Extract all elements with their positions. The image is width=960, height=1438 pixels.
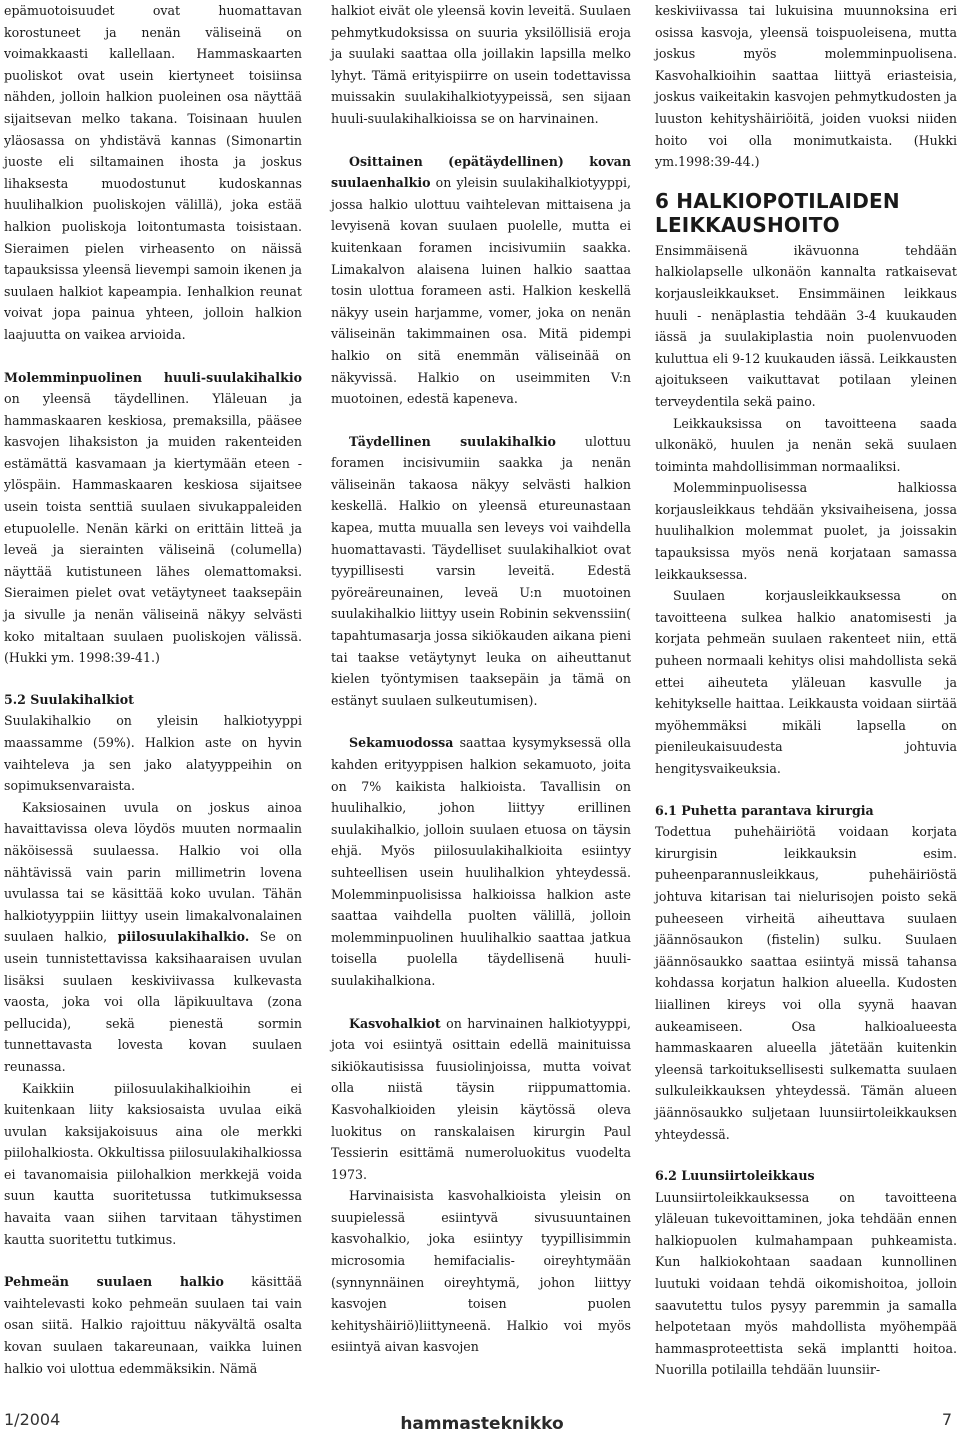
section-heading: 5.2 Suulakihalkiot <box>4 691 134 707</box>
paragraph: Suulakihalkio on yleisin halkiotyyppi maassamme (59%). Halkion aste on hyvin vaihteleva ja sen jako alatyyppeihin on sopimuksenvaraista. <box>4 713 302 794</box>
magazine-logo-text: hammasteknikko <box>400 1414 564 1434</box>
paragraph-text: on yleisin suulakihalkiotyyppi, jossa halkio ulottuu vaihtelevan mittaisena ja levyisenä kovan suulaen puolelle, mutta ei kuitenkaan foramen incisivumiin saakka. Limakalvon alaisena luinen halkio saattaa tosin ulottua forameen asti. Halkion keskellä näkyy usein harjamme, vomer, joka on nenän väliseinän takimmainen osa. Mitä pidempi halkio on sitä enemmän väliseinää on näkyvissä. Halkio on useimmiten V:n muotoinen, edestä kapeneva. <box>331 175 631 407</box>
run-in-heading: Kasvohalkiot <box>349 1015 441 1031</box>
chapter-heading-line-2: LEIKKAUSHOITO <box>655 212 840 237</box>
magazine-logo <box>398 1412 566 1434</box>
column-1 <box>4 0 302 1379</box>
section-heading: 6.1 Puhetta parantava kirurgia <box>655 802 874 818</box>
run-in-heading: Täydellinen suulakihalkio <box>349 433 556 449</box>
section-heading: 6.2 Luunsiirtoleikkaus <box>655 1168 815 1184</box>
paragraph: Harvinaisista kasvohalkioista yleisin on suupielessä esiintyvä sivusuuntainen kasvohalkio, joka esiintyy tyypillisimmin microsomia hemifacialis- oireyhtymään (synnynnäinen oireyhtymä, johon liittyy kasvojen toisen puolen kehityshäiriö)liittyneenä. Halkio voi myös esiintyä aivan kasvojen <box>331 1188 631 1355</box>
paragraph: Leikkauksissa on tavoitteena saada ulkonäkö, huulen ja nenän sekä suulaen toiminta mahdollisimman normaaliksi. <box>655 415 957 474</box>
paragraph <box>331 732 631 991</box>
paragraph-text: saattaa kysymyksessä olla kahden erityyppisen halkion sekamuoto, joita on 7% kaikista halkioista. Tavallisin on huulihalkio, johon liittyy erillinen suulakihalkio, jolloin suulaen etuosa on täysin ehjä. Myös piilosuulakihalkioita esiintyy suhteellisen usein huulihalkion yhteydessä. Molemminpuolisissa halkioissa halkion aste saattaa vaihdella puolten välillä, jolloin molemminpuolinen huulihalkio saattaa jatkua toisella puolella täydellisenä huuli-suulakihalkiona. <box>331 735 631 988</box>
paragraph-text: Kaksiosainen uvula on joskus ainoa havaittavissa oleva löydös muuten normaalin näköisessä suulaessa. Halkio voi olla nähtävissä vain parin millimetrin lovena uvulassa tai se käsittää koko uvulan. Tähän halkiotyyppiin liittyy usein limakalvonalainen suulaen halkio, <box>4 799 302 945</box>
run-in-heading: Sekamuodossa <box>349 735 454 751</box>
paragraph <box>4 797 302 1078</box>
run-in-heading: Pehmeän suulaen halkio <box>4 1274 224 1290</box>
column-2 <box>331 0 631 1358</box>
paragraph: keskiviivassa tai lukuisina muunnoksina eri osissa kasvoja, yleensä toispuoleisena, mutta joskus myös molemminpuolisena. Kasvohalkioihin saattaa liittyä eriasteisia, joskus vaikeitakin kasvojen pehmytkudosten ja luuston kehityshäiriöitä, joiden vuoksi niiden hoito voi olla monimutkaista. (Hukki ym.1998:39-44.) <box>655 3 957 170</box>
paragraph-text: on yleensä täydellinen. Yläleuan ja hammaskaaren keskiosa, premaksilla, pääsee kasvojen lihaksiston ja muiden rakenteiden estämättä kasvamaan ja kiertymään eteen - ylöspäin. Hammaskaaren keskiosa sijaitsee usein toista senttiä suulaen sivukappaleiden etupuolelle. Nenän kärki on erittäin litteä ja leveä ja sierainten väliseinä (columella) näyttää kutistuneen lähes olemattomaksi. Sieraimen pielet ovat vetäytyneet taaksepäin ja sivulle ja nenän väliseinä näkyy selvästi koko mitaltaan suulaen puoliskojen välissä. (Hukki ym. 1998:39-41.) <box>4 391 302 666</box>
chapter-heading-line-1: 6 HALKIOPOTILAIDEN <box>655 188 900 213</box>
chapter-heading <box>655 189 957 237</box>
paragraph: Ensimmäisenä ikävuonna tehdään halkiolapselle ulkonäön kannalta ratkaisevat korjausleikkaukset. Ensimmäinen leikkaus huuli - nenäplastia tehdään 3-4 kuukauden iässä ja suulakiplastia noin puolenvuoden kuluttua eli 9-12 kuukauden iässä. Leikkausten ajoitukseen vaikuttavat potilaan yleinen terveydentila sekä paino. <box>655 242 957 409</box>
paragraph: halkiot eivät ole yleensä kovin leveitä. Suulaen pehmytkudoksissa on suuria yksilöllisiä eroja ja suulaki saattaa olla joillakin lapsilla melko lyhyt. Tämä erityispiirre on usein todettavissa muissakin suulakihalkiotyypeissä, sen sijaan huuli-suulakihalkioissa se on harvinainen. <box>331 3 631 126</box>
paragraph-text: on harvinainen halkiotyyppi, jota voi esiintyä osittain edellä mainituissa sikiökautisissa fuusiolinjoissa, mutta voivat olla niistä täysin riippumattomia. Kasvohalkioiden yleisin käytössä oleva luokitus on ranskalaisen kirurgin Paul Tessierin esittämä numeroluokitus vuodelta 1973. <box>331 1015 631 1182</box>
bold-term: piilosuulakihalkio. <box>117 929 250 945</box>
paragraph: epämuotoisuudet ovat huomattavan korostuneet ja nenän väliseinä on voimakkaasti kallellaan. Hammaskaarten puoliskot ovat usein kiertyneet toisiinsa nähden, jolloin halkion puoleinen osa näyttää sijaitsevan melko takana. Toisinaan huulen yläosassa on yhdistävä kannas (Simonartin juoste eli siltamainen ihosta ja joskus lihaksesta muodostunut kudoskannas huulihalkion puoliskojen välillä), joka estää halkion puoliskoja loitontumasta toisistaan. Sieraimen pielen virheasento on näissä tapauksissa yleensä lievempi samoin ikenen ja suulaen halkiot kapeampia. Ienhalkion reunat voivat jopa painua yhteen, jolloin halkion laajuutta on vaikea arvioida. <box>4 3 302 342</box>
paragraph <box>331 151 631 410</box>
paragraph <box>331 431 631 712</box>
run-in-heading: Osittainen (epätäydellinen) kovan suulaenhalkio <box>331 153 631 191</box>
paragraph: Todettua puhehäiriötä voidaan korjata kirurgisin leikkauksin esim. puheenparannusleikkaus, puhehäiriöstä johtuva kitarisan tai nielurisojen poisto sekä puheeseen virheitä aiheuttava suulaen jäännösaukon (fistelin) sulku. Suulaen jäännösaukko saattaa esiintyä missä tahansa kohdassa korjatun halkion alueella. Kudosten liiallinen kireys voi olla syynä haavan aukeamiseen. Osa halkioalueesta hammaskaaren alueella jätetään kuitenkin yleensä tarkoituksellisesti sulkematta suulaen sulkuleikkauksen yhteydessä. Tämän alueen jäännösaukko suljetaan luunsiirtoleikkauksen yhteydessä. <box>655 824 957 1142</box>
run-in-heading: Molemminpuolinen huuli-suulakihalkio <box>4 369 302 385</box>
paragraph: Luunsiirtoleikkauksessa on tavoitteena yläleuan tukevoittaminen, joka tehdään ennen halkiopuolen kulmahampaan puhkeamista. Kun halkiokohtaan saadaan kunnollinen luutuki voidaan tehdä oikomishoitoa, jolloin saavutettu tulos pysyy paremmin ja samalla helpotetaan myös mahdollista myöhempää hammasproteettista sekä implantti hoitoa. Nuorilla potilailla tehdään luunsiir- <box>655 1189 957 1378</box>
paragraph-text: Se on usein tunnistettavissa kaksihaaraisen uvulan lisäksi suulaen keskiviivassa kulkevasta vaosta, joka voi olla läpikuultava (zona pellucida), sekä pienestä sormin tunnettavasta lovesta kovan suulaen reunassa. <box>4 929 302 1074</box>
paragraph <box>4 1271 302 1379</box>
paragraph: Molemminpuolisessa halkiossa korjausleikkaus tehdään yksivaiheisena, jossa huulihalkion molemmat puolet, ja joissakin tapauksissa myös nenä korjataan samassa leikkauksessa. <box>655 480 957 582</box>
paragraph <box>4 367 302 669</box>
paragraph-text: käsittää vaihtelevasti koko pehmeän suulaen tai vain osan siitä. Halkio rajoittuu näkyvältä osalta kovan suulaen takareunaan, vaikka luinen halkio voi ulottua edemmäksikin. Nämä <box>4 1274 303 1376</box>
paragraph: Suulaen korjausleikkauksessa on tavoitteena sulkea halkio anatomisesti ja korjata pehmeän suulaen rakenteet niin, että puheen normaali kehitys olisi mahdollista sekä ettei aiheuteta yläleuan kasvulle ja kehitykselle haittaa. Leikkausta voidaan siirtää myöhemmäksi mikäli lapsella on pienileukaisuudesta johtuvia hengitysvaikeuksia. <box>655 588 957 776</box>
paragraph: Kaikkiin piilosuulakihalkioihin ei kuitenkaan liity kaksiosaista uvulaa eikä uvulan kaksijakoisuus aina ole merkki piilohalkiosta. Okkultissa piilosuulakihalkiossa ei tavanomaisia piilohalkion merkkejä voida suun kautta suoritetussa tutkimuksessa havaita vaan siihen tarvitaan tähystimen kautta suoritettu tutkimus. <box>4 1080 302 1247</box>
page-number: 7 <box>941 1410 952 1429</box>
paragraph-text: ulottuu foramen incisivumiin saakka ja nenän väliseinän takaosa näkyy selvästi halkion keskellä. Halkio on yleensä etureunastaan kapea, mutta muualla sen leveys voi vaihdella huomattavasti. Täydelliset suulakihalkiot ovat tyypillisesti varsin leveitä. Edestä pyöreäreunainen, leveä U:n muotoinen suulakihalkio liittyy usein Robinin sekvenssiin( tapahtumasarja jossa sikiökauden aikana pieni tai taakse vetäytynyt leuka on aiheuttanut kielen työntymisen taaksepäin ja tämä on estänyt suulaen sulkeutumisen). <box>331 433 631 708</box>
paragraph <box>331 1013 631 1186</box>
column-3 <box>655 0 957 1381</box>
issue-number: 1/2004 <box>4 1410 61 1429</box>
